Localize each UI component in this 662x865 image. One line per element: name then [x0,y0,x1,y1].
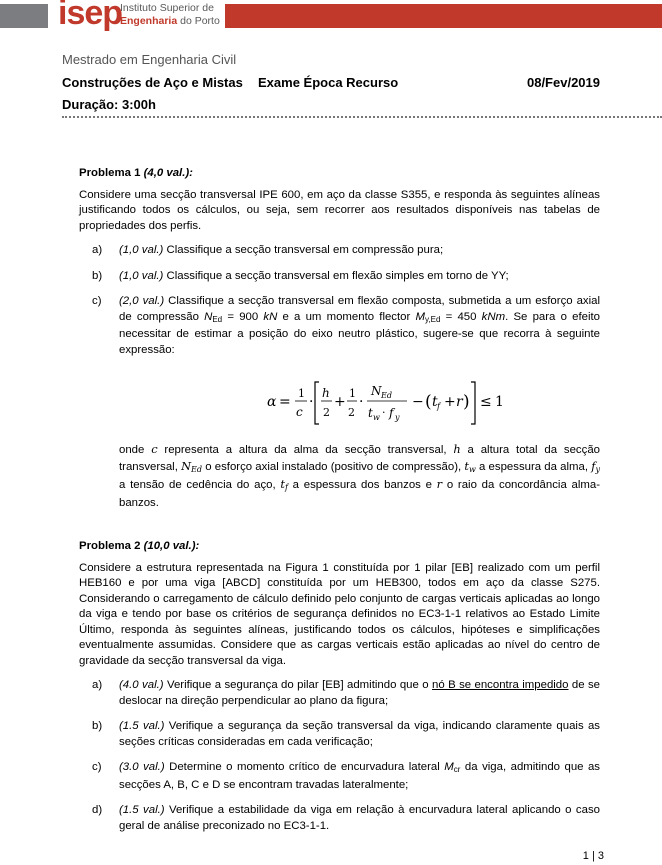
svg-text:w: w [373,413,380,422]
svg-text:t: t [432,394,438,410]
svg-text:·: · [382,406,386,419]
svg-text:+: + [444,394,456,410]
svg-text:f: f [437,402,440,411]
problem2-item-a: a) (4.0 val.) Verifique a segurança do pilar [EB] admitindo que o nó B se encontra impedido de se deslocar na direção perpendicular ao plano da figura; [92,679,601,707]
svg-text:t: t [368,406,373,420]
exam-type: Exame Época Recurso [258,75,399,90]
formula-explanation: onde c representa a altura da alma da secção transversal, h a altura total da secção transversal, $N_{Ed}$ o esforço axial instalado (positivo de compressão), $t_w$ a espessura da alma, $f_y$ a tensão de cedência do aço, $t_f$ a espessura dos banzos e r o raio da concordância alma-banzos. [119,442,600,509]
svg-text:−: − [412,394,424,410]
svg-text:(: ( [425,392,432,412]
problem1-intro: Considere uma secção transversal IPE 600, em aço da classe S355, e responda às seguintes alíneas justificando todos os cálculos, ou seja, sem recorrer aos resultados disponíveis nas tabelas de propriedades dos perfis. [79,188,600,232]
problem2-title: Problema 2 (10,0 val.): [79,540,200,552]
header-bar-left [0,4,48,28]
subject: Construções de Aço e Mistas [62,75,243,90]
svg-text:·: · [359,394,364,410]
page-number: 1 | 3 [582,850,604,862]
dotted-divider [62,116,662,118]
problem2-item-d: d) (1.5 val.) Verifique a estabilidade da viga em relação à encurvadura lateral aplicando o caso geral de análise preconizado no EC3-1-1. [92,804,600,832]
exam-date: 08/Fev/2019 [526,75,600,90]
exam-content [79,166,600,844]
logo-line1: Instituto Superior de [120,2,214,14]
svg-text:c: c [296,405,303,419]
svg-text:Ed: Ed [381,391,392,400]
svg-text:1: 1 [349,387,356,400]
svg-text:h: h [322,386,330,400]
duration: Duração: 3:00h [62,97,156,112]
svg-text:·: · [309,394,314,410]
problem1-title: Problema 1 (4,0 val.): [79,167,193,179]
problem1-item-c: c) (2,0 val.) Classifique a secção transversal em flexão composta, submetida a um esforço axial de compressão $N_{Ed} = 900$ kN e a um momento flector $M_{y,Ed} = 450$ kNm. Se para o efeito necessitar de estimar a posição do eixo neutro plástico, sugere-se que recorra à seguinte expressão: α = 1 c · h 2 + 1 2 · N Ed t w · f y − ( t f + r ) ≤ 1 onde c representa a altura da alma da secção transversal, h a altura total da secção transversal, $N_{Ed}$ o esforço axial instalado (positivo de compressão), $t_w$ a espessura da alma, $f_y$ a tensão de cedência do aço, $t_f$ a espessura dos banzos e r o raio da concordância alma-banzos. [79,294,600,511]
logo-brand: isep [58,0,123,32]
alpha-formula [119,372,600,432]
svg-text:f: f [389,406,394,420]
svg-text:2: 2 [323,406,330,419]
svg-text:N: N [371,384,382,398]
svg-text:1: 1 [495,394,504,410]
svg-text:r: r [456,394,463,410]
svg-text:α: α [267,394,277,410]
course-name: Mestrado em Engenharia Civil [62,52,237,67]
problem2-intro: Considere a estrutura representada na Figura 1 constituída por 1 pilar [EB] realizado com um perfil HEB160 e por uma viga [ABCD] constituída por um HEB300, todos em aço da classe S275. Considerando o carregamento de cálculo definido pelo conjunto de cargas verticais aplicadas ao longo da viga e tendo por base os critérios de segurança definidos no EC3-1-1 relativos ao Estado Limite Último, responda às seguintes alíneas, justificando todos os cálculos, hipóteses e simplificações eventualmente assumidas. Considere que as cargas verticais estão aplicadas ao nível do centro de gravidade da secção transversal da viga. [79,561,600,667]
header-bar-right [225,4,662,28]
svg-text:y: y [395,413,400,422]
svg-text:2: 2 [348,406,355,419]
svg-text:+: + [334,394,346,410]
svg-text:1: 1 [298,387,305,400]
problem1-item-a: a) (1,0 val.) Classifique a secção transversal em compressão pura; [92,244,444,256]
problem2-item-c: c) (3.0 val.) Determine o momento crítico de encurvadura lateral $M_{cr}$ da viga, admitindo que as secções A, B, C e D se encontram travadas lateralmente; [92,761,601,791]
svg-text:): ) [463,392,470,412]
svg-text:≤: ≤ [480,394,492,410]
problem1-item-b: b) (1,0 val.) Classifique a secção transversal em flexão simples em torno de YY; [92,269,509,282]
svg-text:=: = [279,394,291,410]
problem2-item-b: b) (1.5 val.) Verifique a segurança da seção transversal da viga, indicando claramente quais as seções críticas consideradas em cada verificação; [92,720,600,748]
logo-line2: Engenharia do Porto [120,15,220,27]
